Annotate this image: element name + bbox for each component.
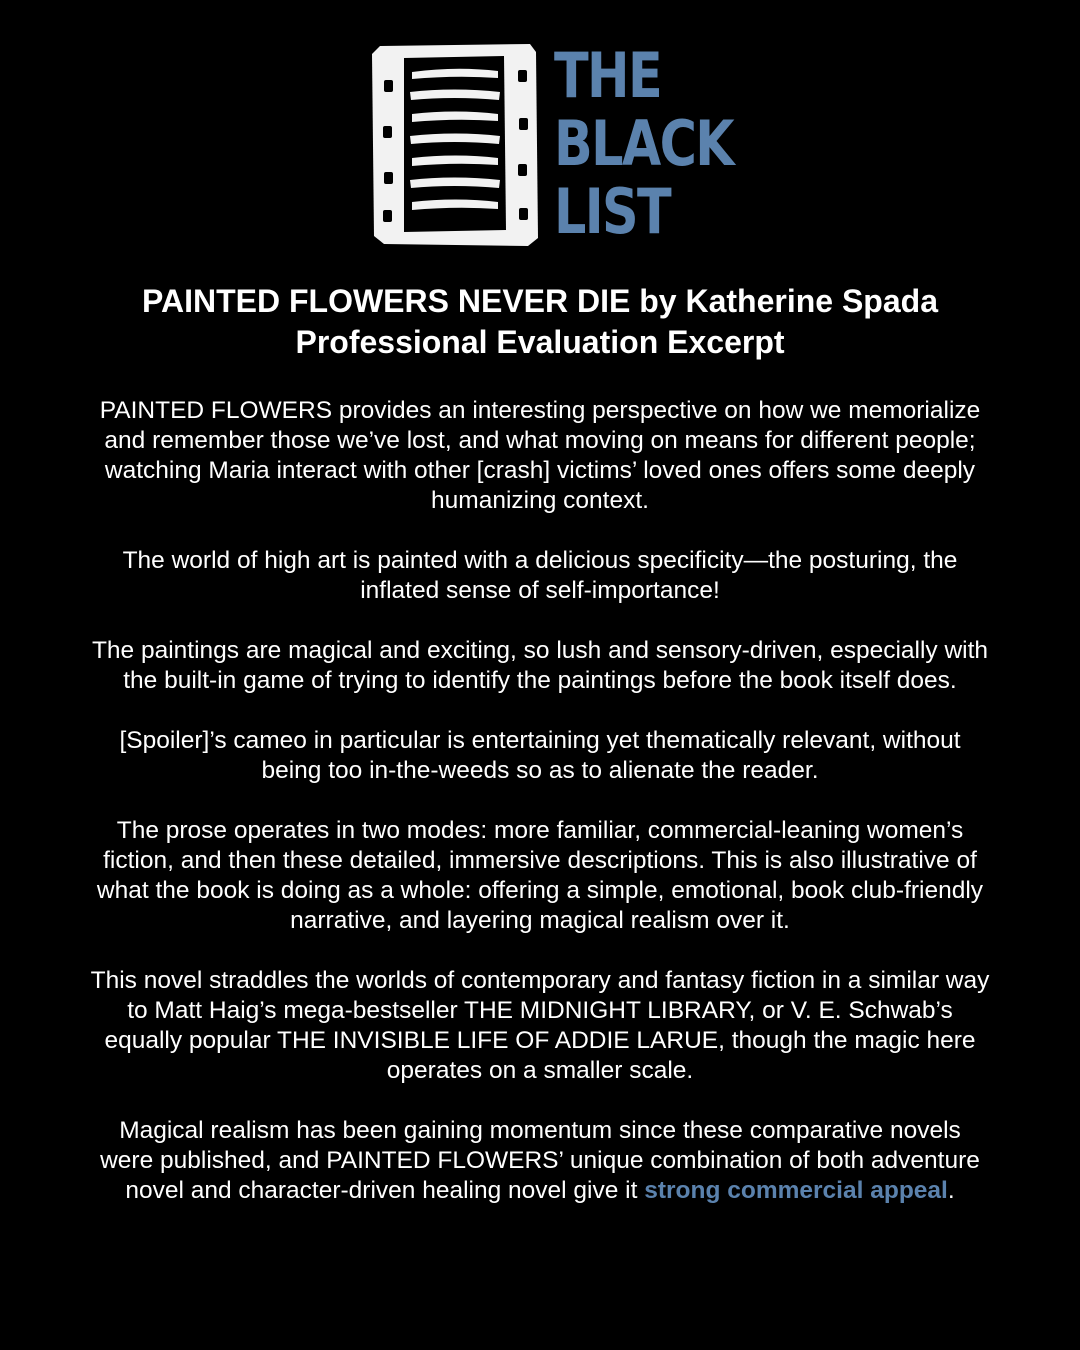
final-paragraph-end: . bbox=[947, 1177, 955, 1204]
page-title bbox=[40, 281, 1040, 363]
logo-line-black: BLACK bbox=[554, 107, 734, 180]
film-strip-icon bbox=[370, 40, 542, 250]
excerpt-paragraph-4: [Spoiler]’s cameo in particular is entertaining yet thematically relevant, without being too in-the-weeds so as to alienate the reader. bbox=[119, 727, 961, 784]
excerpt-paragraph-5: The prose operates in two modes: more familiar, commercial-leaning women’s fiction, and then these detailed, immersive descriptions. This is also illustrative of what the book is doing as a whole: offering a simple, emotional, book club-friendly narrative, and layering magical realism over it. bbox=[96, 817, 984, 934]
excerpt-paragraph-6: This novel straddles the worlds of contemporary and fantasy fiction in a similar way to Matt Haig’s mega-bestseller THE MIDNIGHT LIBRARY, or V. E. Schwab’s equally popular THE INVISIBLE LIFE OF ADDIE LARUE, though the magic here operates on a smaller scale. bbox=[90, 967, 990, 1084]
commercial-appeal-highlight: strong commercial appeal bbox=[644, 1177, 948, 1204]
logo-line-list: LIST bbox=[554, 175, 671, 248]
logo-line-the: THE bbox=[554, 39, 662, 112]
excerpt-paragraph-2: The world of high art is painted with a delicious specificity—the posturing, the inflated sense of self-importance! bbox=[122, 547, 958, 604]
subtitle-line: Professional Evaluation Excerpt bbox=[295, 324, 785, 360]
excerpt-paragraph-1: PAINTED FLOWERS provides an interesting perspective on how we memorialize and remember those we’ve lost, and what moving on means for different people; watching Maria interact with other [crash] victims’ loved ones offers some deeply humanizing context. bbox=[99, 397, 981, 514]
black-list-logo bbox=[370, 39, 734, 250]
final-paragraph-text: Magical realism has been gaining momentum since these comparative novels were published, and PAINTED FLOWERS’ unique combination of both adventure novel and character-driven healing novel give it bbox=[100, 1117, 980, 1204]
excerpt-paragraph-3: The paintings are magical and exciting, so lush and sensory-driven, especially with the built-in game of trying to identify the paintings before the book itself does. bbox=[91, 637, 989, 694]
logo-wordmark bbox=[554, 39, 734, 248]
title-line: PAINTED FLOWERS NEVER DIE by Katherine Spada bbox=[142, 283, 938, 319]
evaluation-excerpt bbox=[90, 396, 990, 1206]
excerpt-paragraph-7 bbox=[90, 1116, 990, 1206]
